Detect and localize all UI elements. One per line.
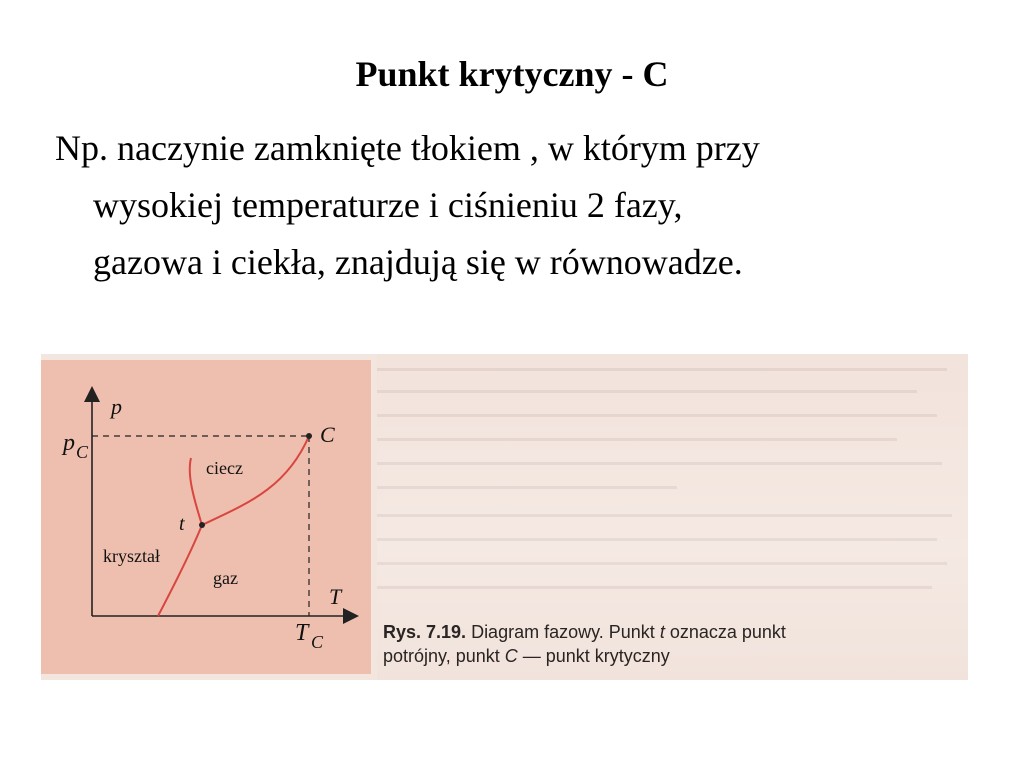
caption-line2-b: — punkt krytyczny [517,646,670,666]
pc-label-sub: C [76,442,89,462]
pc-label-main: p [63,430,75,456]
caption-line2-a: potrójny, punkt [383,646,505,666]
region-crystal-label: kryształ [103,546,160,566]
scanned-figure [41,354,968,680]
melting-curve [190,458,202,525]
phase-diagram [41,354,381,680]
caption-label: Rys. 7.19. [383,622,467,642]
region-gas-label: gaz [213,568,238,588]
caption-line-2 [383,644,943,668]
caption-text-b: oznacza punkt [664,622,786,642]
caption-line-1 [383,620,943,644]
caption-c: C [504,646,518,666]
body-line-2: wysokiej temperaturze i ciśnieniu 2 fazy, [93,185,683,225]
sublimation-curve [158,525,202,616]
critical-point-dot [306,433,312,439]
pc-label [61,430,89,462]
body-line-1: Np. naczynie zamknięte tłokiem , w którym przy [55,128,760,168]
caption-text-a: Diagram fazowy. Punkt [466,622,660,642]
vaporization-curve [202,436,309,525]
slide-title: Punkt krytyczny - C [355,54,669,94]
x-axis-label: T [329,584,342,609]
body-line-3: gazowa i ciekła, znajdują się w równowadze. [93,242,743,282]
figure-caption [383,620,943,668]
slide-body [55,120,955,291]
triple-point-label: t [179,513,185,535]
region-liquid-label: ciecz [206,458,243,478]
y-axis-label: p [111,394,122,419]
critical-point-label: C [320,422,335,447]
triple-point-dot [199,522,205,528]
tc-label [295,620,324,652]
tc-label-main: T [295,620,309,646]
caption-t: t [659,622,665,642]
tc-label-sub: C [311,632,324,652]
